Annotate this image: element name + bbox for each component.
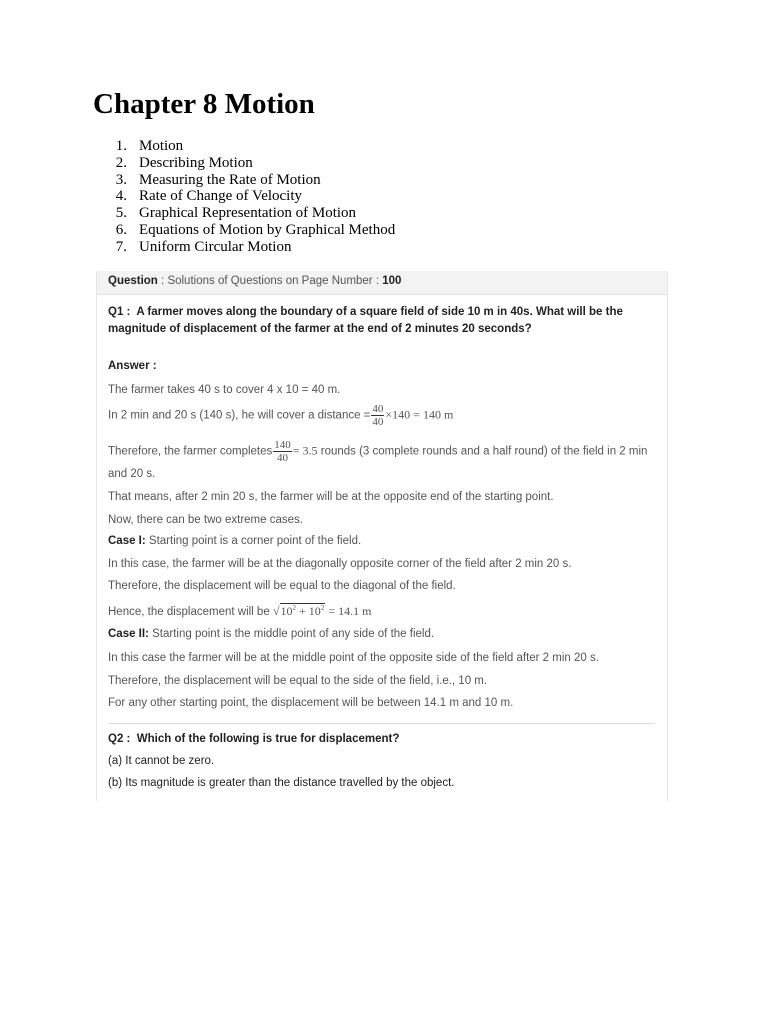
toc-label: Describing Motion [139, 154, 253, 171]
answer-line: Therefore, the displacement will be equal to the diagonal of the field. [108, 580, 456, 592]
toc-item[interactable] [96, 155, 395, 172]
answer-line: In this case, the farmer will be at the diagonally opposite corner of the field after 2 min 20 s. [108, 558, 572, 570]
answer-line: For any other starting point, the displacement will be between 14.1 m and 10 m. [108, 697, 514, 709]
answer-text: Hence, the displacement will be [108, 606, 270, 618]
q2-line [108, 732, 399, 747]
answer-text: rounds (3 complete rounds and a half round) of the field in 2 min [320, 445, 648, 458]
equation: = 3.5 [292, 443, 318, 458]
answer-line: In this case the farmer will be at the middle point of the opposite side of the field after 2 min 20 s. [108, 652, 599, 664]
q2-text: Which of the following is true for displacement? [136, 733, 400, 745]
fraction-denominator: 40 [277, 452, 289, 464]
answer-line: and 20 s. [108, 468, 156, 480]
answer-line-distance [108, 403, 453, 428]
q1-number: Q1 : [108, 306, 131, 318]
case-2-label: Case II: [108, 628, 149, 640]
toc-number: 6. [115, 221, 127, 238]
toc-number: 2. [115, 154, 127, 171]
table-of-contents [96, 138, 395, 256]
answer-line: That means, after 2 min 20 s, the farmer will be at the opposite end of the starting point. [108, 491, 554, 503]
toc-number: 5. [115, 205, 127, 222]
answer-text: In 2 min and 20 s (140 s), he will cover a distance = [108, 409, 371, 422]
answer-line: Now, there can be two extreme cases. [108, 514, 303, 526]
answer-line: Therefore, the displacement will be equal to the side of the field, i.e., 10 m. [108, 675, 488, 687]
q2-option-b: (b) Its magnitude is greater than the distance travelled by the object. [108, 777, 455, 789]
fraction-denominator: 40 [372, 416, 384, 428]
equation: ×140 = 140 m [385, 407, 454, 422]
question-header-text [108, 275, 401, 287]
fraction-numerator: 140 [274, 439, 291, 451]
question-header-title: Solutions of Questions on Page Number [167, 275, 373, 287]
answer-text: Therefore, the farmer completes [108, 445, 273, 458]
answer-label: Answer : [108, 360, 157, 372]
toc-label: Rate of Change of Velocity [139, 188, 303, 205]
case-1 [108, 534, 361, 549]
fraction [273, 439, 292, 464]
solution-panel [96, 271, 668, 801]
answer-line-hence [108, 601, 371, 620]
question-header-page: 100 [382, 275, 402, 287]
q1-line-2: magnitude of displacement of the farmer at the end of 2 minutes 20 seconds? [108, 323, 532, 335]
q2-option-a: (a) It cannot be zero. [108, 755, 215, 767]
toc-number: 7. [115, 238, 127, 255]
answer-line-rounds [108, 439, 647, 464]
q1-text-1: A farmer moves along the boundary of a square field of side 10 m in 40s. What will be the [136, 306, 623, 318]
toc-label: Measuring the Rate of Motion [139, 171, 321, 188]
fraction-numerator: 40 [372, 403, 384, 415]
answer-line: The farmer takes 40 s to cover 4 x 10 = 40 m. [108, 384, 341, 396]
toc-label: Motion [139, 138, 184, 154]
case-2-text: Starting point is the middle point of any side of the field. [152, 628, 435, 640]
fraction [371, 403, 384, 428]
sqrt-expression: $√10^2 + 10^2 = 14.1$ m [272, 604, 372, 618]
question-header-sep2: : [372, 275, 383, 287]
toc-item[interactable] [96, 172, 395, 189]
toc-number: 1. [115, 138, 127, 154]
question-header-sep: : [157, 275, 168, 287]
case-1-label: Case I: [108, 535, 146, 547]
toc-label: Equations of Motion by Graphical Method [139, 221, 396, 238]
q1-line-1 [108, 305, 623, 320]
toc-label: Uniform Circular Motion [139, 238, 292, 255]
toc-item[interactable] [96, 222, 395, 239]
question-header-label: Question [108, 275, 158, 287]
question-header [97, 271, 667, 295]
case-2 [108, 627, 434, 642]
toc-number: 3. [115, 171, 127, 188]
toc-label: Graphical Representation of Motion [139, 205, 357, 222]
toc-item[interactable] [96, 205, 395, 222]
toc-item[interactable] [96, 239, 395, 256]
q2-number: Q2 : [108, 733, 131, 745]
toc-item[interactable] [96, 138, 395, 155]
toc-item[interactable] [96, 188, 395, 205]
page-title: Chapter 8 Motion [93, 88, 315, 120]
case-1-text: Starting point is a corner point of the field. [148, 535, 362, 547]
divider [108, 723, 655, 724]
equation: = 14.1 m [328, 604, 372, 618]
toc-number: 4. [115, 188, 127, 205]
